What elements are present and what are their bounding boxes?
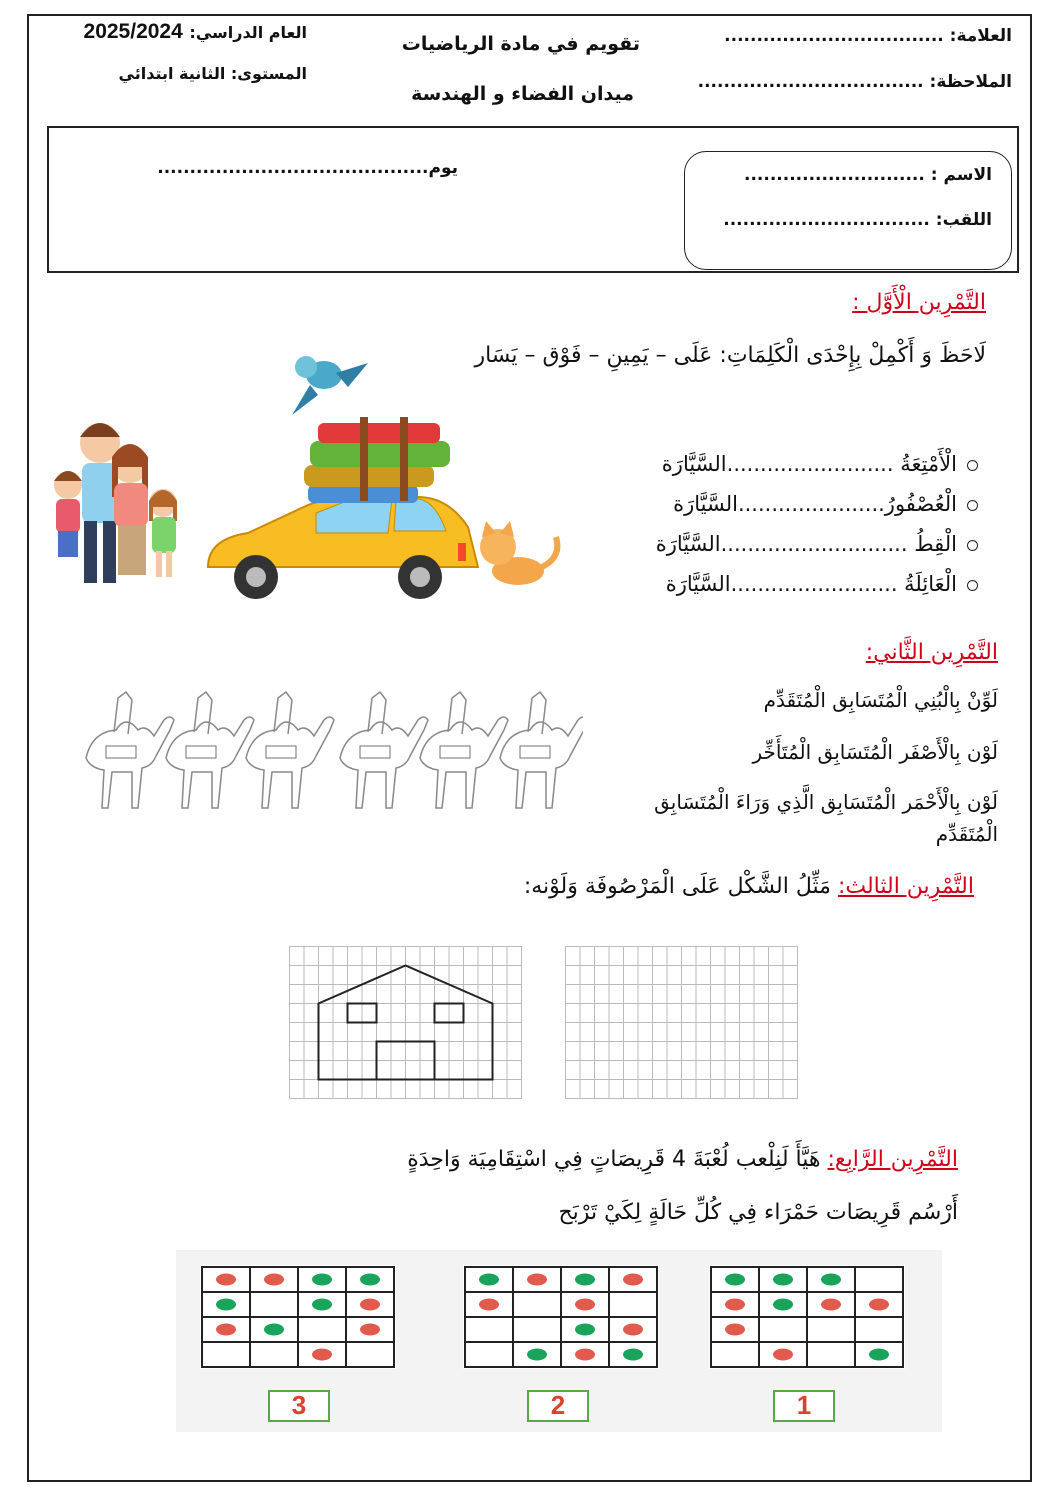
green-counter <box>575 1324 595 1336</box>
surname-field[interactable]: اللقب: ................................ <box>723 210 992 230</box>
cat-icon <box>480 521 557 585</box>
ex1-title: التَّمْرِين الْأَوَّل : <box>852 290 986 315</box>
ex2-item: الْمُتَقَدِّم <box>935 822 998 846</box>
bullet-icon <box>967 580 978 591</box>
red-counter <box>821 1299 841 1311</box>
green-counter <box>869 1349 889 1361</box>
ex2-item: لَوْن بِالْأَحْمَر الْمُتَسَابِق الَّذِي وَرَاءَ الْمُتَسَابِق <box>654 790 998 814</box>
green-counter <box>773 1274 793 1286</box>
game-grid-1 <box>709 1265 905 1373</box>
game-grid-2 <box>463 1265 659 1373</box>
bird-icon <box>292 356 368 415</box>
red-counter <box>725 1324 745 1336</box>
red-counter <box>725 1299 745 1311</box>
page-subtitle: ميدان الفضاء و الهندسة <box>411 83 634 105</box>
bullet-icon <box>967 540 978 551</box>
ex2-title: التَّمْرِين الثَّاني: <box>865 640 998 665</box>
day-field[interactable]: يوم.......................................... <box>157 158 458 178</box>
camel-racer-4 <box>340 692 428 808</box>
family-icon <box>54 423 177 583</box>
ex4-title: التَّمْرِين الرَّابِع: <box>827 1147 958 1172</box>
luggage-icon <box>304 417 450 503</box>
red-counter <box>623 1274 643 1286</box>
camel-racer-6 <box>500 692 583 808</box>
green-counter <box>360 1274 380 1286</box>
green-counter <box>725 1274 745 1286</box>
page-title: تقويم في مادة الرياضيات <box>401 33 640 55</box>
ex3-heading <box>524 874 974 899</box>
ex4-line1 <box>407 1147 958 1172</box>
scene-illustration <box>48 345 568 605</box>
grid-label-3: 3 <box>268 1390 330 1422</box>
name-field[interactable]: الاسم : ............................ <box>744 165 992 185</box>
red-counter <box>216 1324 236 1336</box>
green-counter <box>773 1299 793 1311</box>
ex1-item: الْعَائِلَةُ .........................السَّيَّارَة <box>666 572 978 596</box>
ex3-instruction: مَثِّلُ الشَّكْل عَلَى الْمَرْصُوفَة وَلَوْنه: <box>523 874 838 899</box>
red-counter <box>264 1274 284 1286</box>
red-counter <box>312 1349 332 1361</box>
ex4-instruction: هَيَّأَ لَنِلْعب لُعْبَةَ 4 قَرِيصَاتٍ فِي اسْتِقَامِيَة وَاحِدَةٍ <box>407 1147 828 1172</box>
green-counter <box>623 1349 643 1361</box>
green-counter <box>479 1274 499 1286</box>
ex1-item: الْعُصْفُورُ......................السَّيَّارَة <box>673 492 978 516</box>
green-counter <box>527 1349 547 1361</box>
ex3-title: التَّمْرِين الثالث: <box>837 874 974 899</box>
red-counter <box>479 1299 499 1311</box>
model-grid <box>289 946 522 1099</box>
red-counter <box>527 1274 547 1286</box>
camel-racer-3 <box>246 692 334 808</box>
game-grid-3 <box>200 1265 396 1373</box>
grid-label-2: 2 <box>527 1390 589 1422</box>
ex1-item: الْأَمْتِعَةُ .........................السَّيَّارَة <box>662 452 978 476</box>
camel-racer-5 <box>420 692 508 808</box>
red-counter <box>773 1349 793 1361</box>
game-grid-svg <box>463 1265 659 1369</box>
year-label: العام الدراسي: <box>189 23 307 42</box>
camels-illustration <box>78 688 583 810</box>
red-counter <box>360 1299 380 1311</box>
level: المستوى: الثانية ابتدائي <box>118 64 307 83</box>
school-year <box>84 20 307 44</box>
game-grid-svg <box>200 1265 396 1369</box>
ex1-instruction: لَاحَظَ وَ أَكْمِلْ بِإِحْدَى الْكَلِمَاتِ: عَلَى – يَمِينِ – فَوْق – يَسَار <box>474 343 986 368</box>
bullet-icon <box>967 500 978 511</box>
green-counter <box>264 1324 284 1336</box>
green-counter <box>216 1299 236 1311</box>
ex1-item: الْقِطُ ............................السَّيَّارَة <box>656 532 978 556</box>
green-counter <box>312 1274 332 1286</box>
bullet-icon <box>967 460 978 471</box>
note-field[interactable]: الملاحظة: ................................... <box>697 72 1012 92</box>
ex2-item: لَوِّنْ بِالْبُنِي الْمُتَسَابِق الْمُتَقَدِّم <box>763 688 998 712</box>
camel-racer-2 <box>166 692 254 808</box>
red-counter <box>360 1324 380 1336</box>
empty-grid[interactable] <box>565 946 798 1099</box>
red-counter <box>575 1349 595 1361</box>
grid-label-1: 1 <box>773 1390 835 1422</box>
red-counter <box>216 1274 236 1286</box>
ex4-line2: أَرْسُم قَرِيصَات حَمْرَاء فِي كُلِّ حَالَةٍ لِكَيْ تَرْبَح <box>558 1200 958 1225</box>
grade-field[interactable]: العلامة: .................................. <box>724 26 1012 46</box>
year-value: 2025/2024 <box>83 20 183 43</box>
camel-racer-1 <box>86 692 174 808</box>
green-counter <box>312 1299 332 1311</box>
red-counter <box>869 1299 889 1311</box>
car-icon <box>208 497 478 599</box>
red-counter <box>575 1299 595 1311</box>
ex2-item: لَوْن بِالْأَصْفَر الْمُتَسَابِق الْمُتَأَخِّر <box>752 740 998 764</box>
game-grid-svg <box>709 1265 905 1369</box>
red-counter <box>623 1324 643 1336</box>
green-counter <box>821 1274 841 1286</box>
green-counter <box>575 1274 595 1286</box>
